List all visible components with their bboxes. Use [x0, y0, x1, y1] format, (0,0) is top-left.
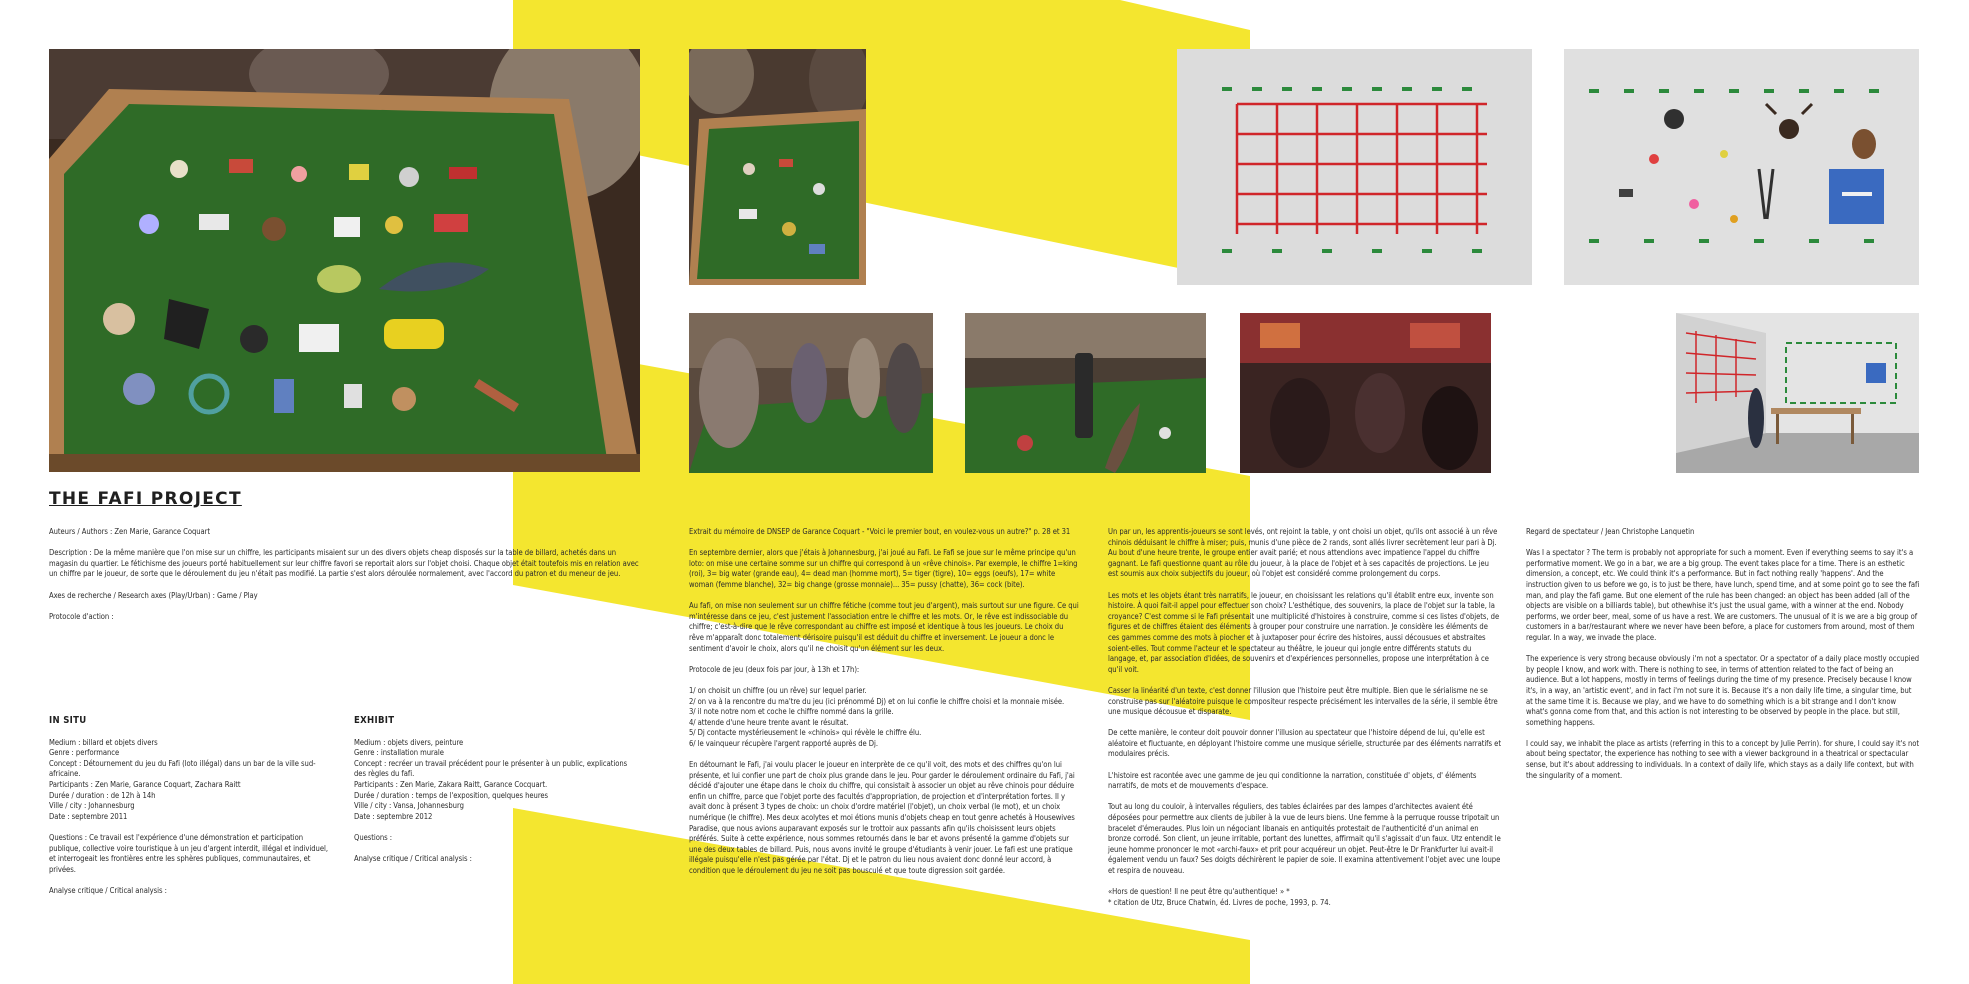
narrative-paragraph: Un par un, les apprentis-joueurs se sont levés, ont rejoint la table, y ont choisi un objet, qu'ils ont associé à un rêve chinois déduisant le chiffre à miser; puis, munis d'une pièce de 2 rands, sont allés livrer secrètement leur pari à Dj. Au bout d'une heure trente, le groupe entier avait parié; et nous attendions avec impatience l'appel du chiffre gagnant. Le fafi questionne quant au rôle du joueur, à la place de l'objet et à ses capacités de projections. Le jeu est soumis aux choix subjectifs du joueur, où l'objet est considéré comme prolongement du corps. — [1108, 527, 1498, 579]
exhibit-heading: EXHIBIT — [354, 715, 395, 726]
narrative-paragraph: Casser la linéarité d'un texte, c'est donner l'illusion que l'histoire peut être multiple. Bien que le sérialisme ne se construise pas sur l'aléatoire puisque le compositeur respecte précisément les intervalles de la série, il semble être une musique décousue et disparate. — [1108, 685, 1498, 717]
narrative-paragraph: L'histoire est racontée avec une gamme de jeu qui conditionne la narration, constituée d' objets, d' éléments narratifs, de mots et de mouvements d'espace. — [1108, 770, 1477, 791]
photo-players-around-table — [689, 313, 933, 473]
in-situ-section — [49, 716, 331, 907]
memoir-extract-column — [689, 527, 1079, 887]
photo-wall-objects — [1564, 49, 1919, 285]
project-info-column — [49, 527, 639, 633]
exhibit-analysis: Analyse critique / Critical analysis : — [354, 854, 472, 864]
exhibit-questions: Questions : — [354, 832, 393, 842]
project-title: THE FAFI PROJECT — [49, 489, 242, 509]
photo-billiard-table — [49, 49, 640, 472]
spectator-paragraph: Was I a spectator ? The term is probably not appropriate for such a moment. Even if everything seems to say it's a performative moment. We go in a bar, we are a big group. The event takes place for a time. There is an esthetic dimension, a concept, etc. We could think it's a performance. But in fact nothing really 'happens'. And the instruction given to us before we go, is to just be there, have lunch, spend time, and at some point go to see the fafi man, and play the fafi game. But one element of the rule has been changed: an object has been added (all of the objects are visible on a billiards table), but othewhise it's just the usual game, with a winner at the end. Nobody performs, we order beer, meal, some of us have a rest. We are customers. The unusual of it is we are a big group of customers in a bar/restaurant where we never have been before, a place for customers from around, most of them regular. In a way, we invade the place. — [1526, 548, 1920, 642]
exhibit-section — [354, 716, 639, 875]
research-axes-text: Axes de recherche / Research axes (Play/Urban) : Game / Play — [49, 590, 258, 600]
photo-wall-grid — [1177, 49, 1532, 285]
in-situ-analysis: Analyse critique / Critical analysis : — [49, 885, 167, 895]
in-situ-heading: IN SITU — [49, 715, 87, 726]
narrative-column — [1108, 527, 1501, 919]
authors-text: Auteurs / Authors : Zen Marie, Garance Coquart — [49, 527, 211, 536]
memoir-paragraph: Protocole de jeu (deux fois par jour, à 13h et 17h): — [689, 664, 860, 674]
memoir-paragraph: Extrait du mémoire de DNSEP de Garance Coquart - "Voici le premier bout, en voulez-vous un autre?" p. 28 et 31 — [689, 527, 1071, 536]
photo-exhibition-room — [1676, 313, 1919, 473]
in-situ-details: Medium : billard et objets divers Genre : performance Concept : Détournement du jeu du Fafi (loto illégal) dans un bar de la ville sud-africaine. Participants : Zen Marie, Garance Coquart, Zachara Raitt Durée / duration : de 12h à 14h Ville / city : Johannesburg Date : septembre 2011 — [49, 737, 316, 821]
photo-table-closeup — [965, 313, 1206, 473]
narrative-paragraph: De cette manière, le conteur doit pouvoir donner l'illusion au spectateur que l'histoire dépend de lui, qu'elle est aléatoire et fluctuante, en déployant l'histoire comme une musique sérielle, structurée par des éléments narratifs et modulaires précis. — [1108, 728, 1501, 759]
narrative-paragraph: Tout au long du couloir, à intervalles réguliers, des tables éclairées par des lampes d'architectes avaient été déposées pour permettre aux clients de jubiler à la vue de leurs biens. Une femme à la perruque rousse tripotait un bracelet d'émeraudes. Plus loin un négociant libanais en antiquités protestait de l'authenticité d'un animal en bronze corrodé. Son client, un jeune irritable, portant des lunettes, affirmait qu'il s'agissait d'un faux. Utz entendit le jeune homme prononcer le mot «archi-faux» et prit pour acquéreur un objet. Peut-être le Dr Frankfurter lui avait-il également vendu un faux? Ses doigts déchirèrent le papier de soie. Il examina attentivement l'objet avec une loupe et respira de nouveau. — [1108, 802, 1501, 875]
spectator-paragraph: Regard de spectateur / Jean Christophe Lanquetin — [1526, 527, 1695, 536]
description-text: Description : De la même manière que l'on mise sur un chiffre, les participants misaient sur un des divers objets cheap disposés sur la table de billard, achetés dans un magasin du quartier. Le fétichisme des joueurs porté habituellement sur leur chiffre favori se reportait alors sur l'objet choisi. Chaque objet était toutefois mis en relation avec un chiffre par le joueur, de sorte que le déroulement du jeu n'était pas modifié. La partie s'est alors déroulée normalement, avec l'accord du patron et du meneur de jeu. — [49, 548, 639, 579]
narrative-paragraph: Les mots et les objets étant très narratifs, le joueur, en choisissant les relations qu'il établit entre eux, invente son histoire. À quoi fait-il appel pour effectuer son choix? L'esthétique, des souvenirs, la place de l'objet sur la table, la croyance? C'est comme si le Fafi présentait une multiplicité d'histoires à construire, comme si ces listes d'objets, de figures et de chiffres étaient des éléments à grouper pour construire une narration. Je considère les éléments de ces gammes comme des mots à piocher et à juxtaposer pour écrire des histoires, aussi décousues et abstraites soient-elles. Tout comme l'acteur et le spectateur au théâtre, le joueur qui jongle entre différents statuts du langage, et, par association d'idées, de souvenirs et d'expériences personnelles, propose une interprétation à ce qu'il voit. — [1108, 590, 1500, 674]
memoir-paragraph: Au fafi, on mise non seulement sur un chiffre fétiche (comme tout jeu d'argent), mais surtout sur une figure. Ce qui m'intéresse dans ce jeu, c'est justement l'association entre le chiffre et les mots. Or, le rêve est indissociable du chiffre; c'est-à-dire que le rêve correspondant au chiffre est imposé et identique à tous les joueurs. Le choix du rêve m'apparaît donc totalement dérisoire puisqu'il est déduit du chiffre et inversement. Le joueur a donc le sentiment d'avoir le choix, alors qu'il ne choisit qu'un élément sur les deux. — [689, 601, 1079, 653]
spectator-paragraph: I could say, we inhabit the place as artists (referring in this to a concept by Julie Perrin). for shure, I could say it's not about being spectator, the experience has nothing to see with a viewer background in a theatrical or spectacular sense, but it's about addressing to individuals. In a context of daily life, which stays as a daily life context, but with the singularity of a moment. — [1526, 738, 1919, 780]
in-situ-questions: Questions : Ce travail est l'expérience d'une démonstration et participation publique, collective voire touristique à un jeu d'argent interdit, illégal et individuel, et interrogeait les frontières entre les sphères publiques, communautaires, et privées. — [49, 832, 328, 874]
spectator-view-column — [1526, 527, 1920, 792]
photo-players-table — [689, 49, 866, 285]
protocol-label: Protocole d'action : — [49, 611, 114, 621]
memoir-paragraph: 1/ on choisit un chiffre (ou un rêve) sur lequel parier. 2/ on va à la rencontre du ma'tre du jeu (ici prénommé Dj) et on lui confie le chiffre choisi et la monnaie misée. 3/ il note notre nom et coche le chiffre nommé dans la grille. 4/ attende d'une heure trente avant le résultat. 5/ Dj contacte mystérieusement le «chinois» qui révèle le chiffre élu. 6/ le vainqueur récupère l'argent rapporté auprès de Dj. — [689, 685, 1065, 748]
memoir-paragraph: En détournant le Fafi, j'ai voulu placer le joueur en interprète de ce qu'il voit, des mots et des chiffres qu'on lui présente, et lui confier une part de choix plus grande dans le jeu. Pour garder le déroulement ordinaire du Fafi, j'ai décidé d'ajouter une étape dans le choix du chiffre, qui consistait à associer un objet au rêve chinois pour déduire enfin un chiffre, parce que l'objet porte des facultés d'appropriation, de projection et d'interprétation fortes. Il y avait donc à présent 3 types de choix: un choix d'ordre matériel (l'objet), un choix verbal (le mot), et un choix numérique (le chiffre). Mes deux acolytes et moi étions munis d'objets cheap en tout genre achetés à Housewives Paradise, que nous avions auparavant exposés sur le trottoir aux passants afin qu'ils choisissent leurs objets préférés. Suite à cette expérience, nous sommes retournés dans le bar et avons présenté la gamme d'objets sur une des deux tables de billard. Puis, nous avons invité le groupe d'étudiants à venir jouer. Le fafi est une pratique illégale puisqu'elle n'est pas gérée par l'état. Dj et le patron du lieu nous avaient donc donné leur accord, à condition que le déroulement du jeu ne soit pas bousculé et que toute digression soit gardée. — [689, 760, 1075, 875]
exhibit-details: Medium : objets divers, peinture Genre : installation murale Concept : recréer un travail précédent pour le présenter à un public, explications des règles du fafi. Participants : Zen Marie, Zakara Raitt, Garance Cocquart. Durée / duration : temps de l'exposition, quelques heures Ville / city : Vansa, Johannesburg Date : septembre 2012 — [354, 737, 628, 821]
spectator-paragraph: The experience is very strong because obviously i'm not a spectator. Or a spectator of a daily place mostly occupied by people I know, and work with. There is nothing to see, in terms of attention related to the fact of being an audience. But a lot happens, mostly in terms of feelings during the time of my presence. Precisely because I know it's, in a way, an 'artistic event', and in fact i'm not sure it is. Because it's a non daily life time, a singular time, but at the same time it is. Because we play, and we have to do something which is a bit strange and I don't know what's gonna come from that, and this action is not interesting to be observed by people in the place. but still, something happens. — [1526, 654, 1920, 727]
narrative-paragraph: «Hors de question! Il ne peut être qu'authentique! » * * citation de Utz, Bruce Chatwin, éd. Livres de poche, 1993, p. 74. — [1108, 887, 1331, 907]
photo-bar-interior — [1240, 313, 1491, 473]
memoir-paragraph: En septembre dernier, alors que j'étais à Johannesburg, j'ai joué au Fafi. Le Fafi se joue sur le même principe qu'un loto: on mise une certaine somme sur un chiffre qui correspond à un «rêve chinois». Par exemple, le chiffre 1=king (roi), 3= big water (grande eau), 4= dead man (homme mort), 5= tiger (tigre), 10= eggs (oeufs), 17= white woman (femme blanche), 32= big change (grosse monnaie)... 35= pussy (chatte), 36= cock (bite). — [689, 548, 1078, 589]
